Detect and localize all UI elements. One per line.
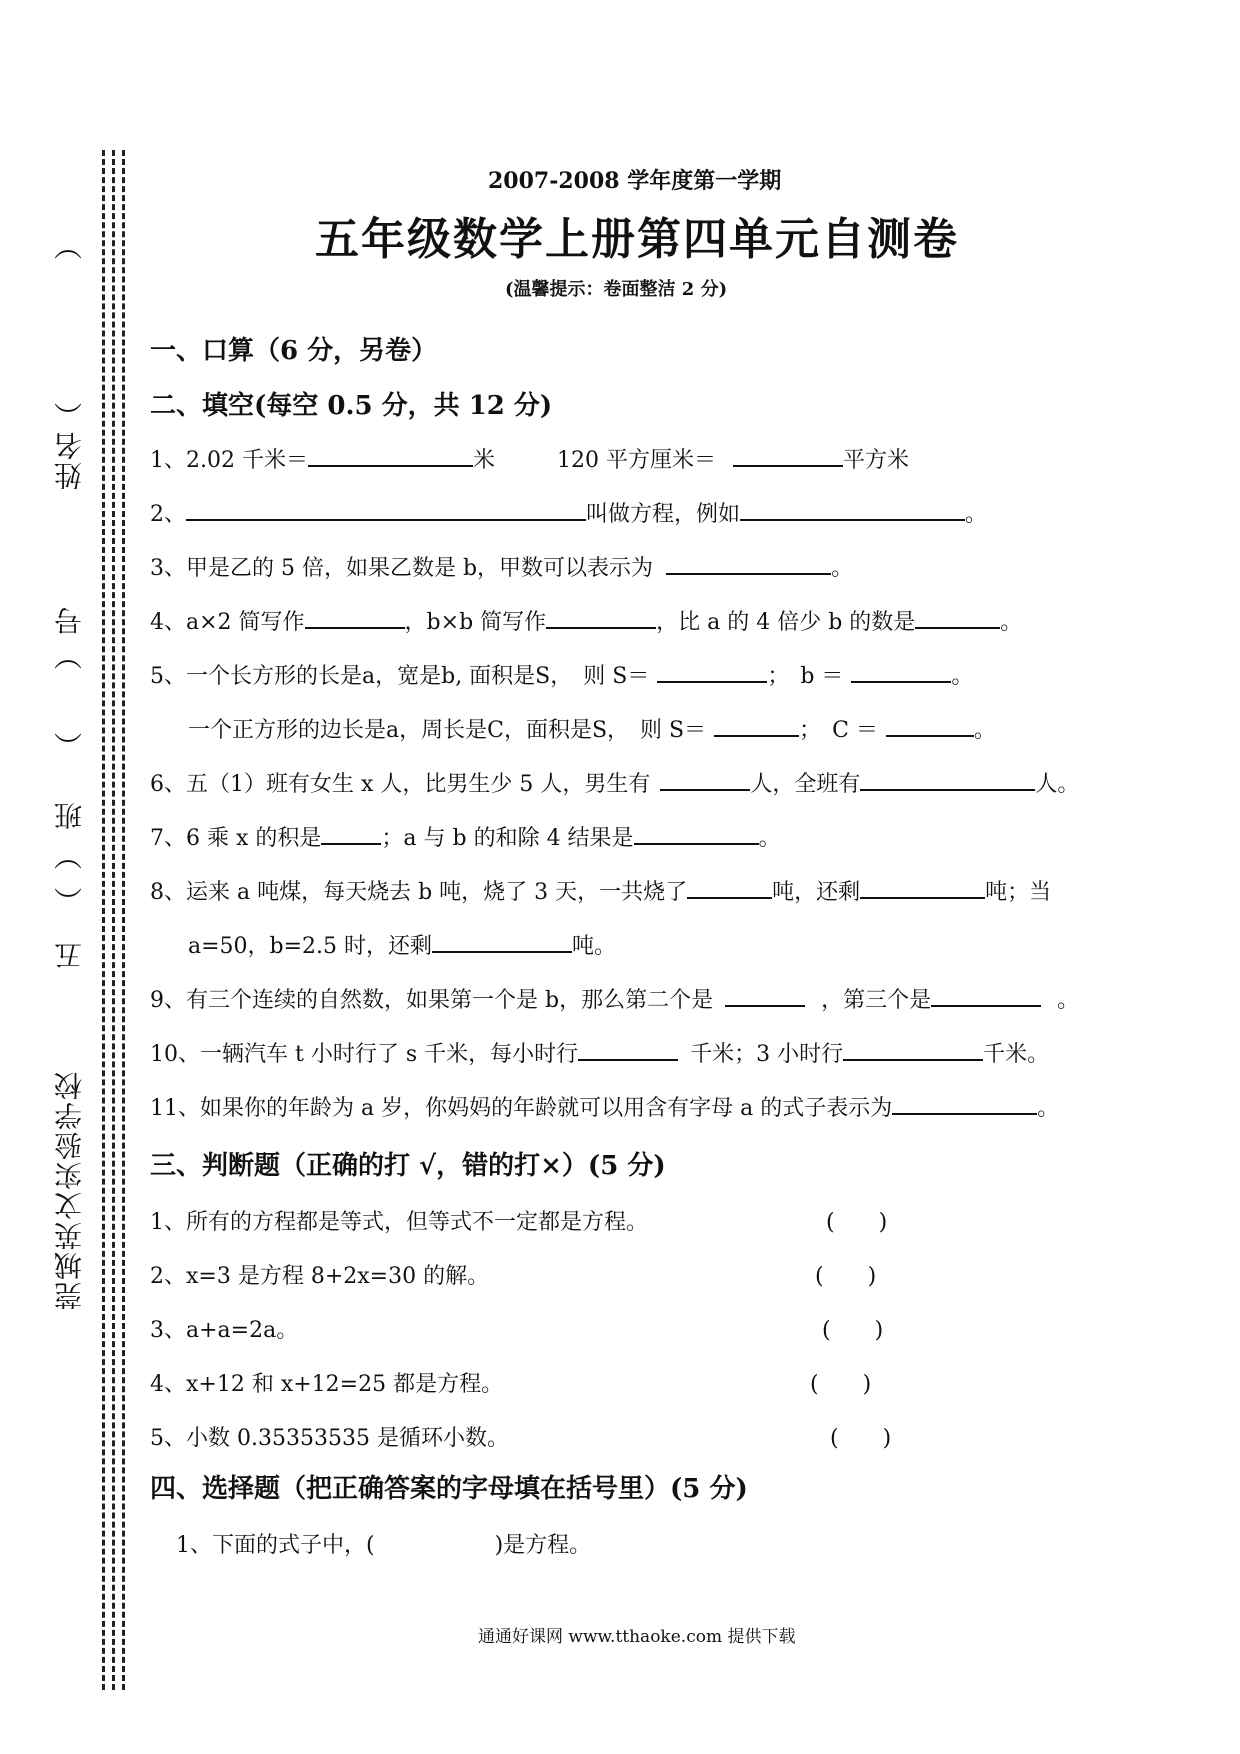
q5-blank-4[interactable] bbox=[886, 713, 974, 737]
margin-grade: 五 bbox=[53, 940, 86, 970]
fill-q1 bbox=[150, 443, 909, 474]
q3-text-b: 。 bbox=[831, 556, 854, 581]
q6-text-b: 人，全班有 bbox=[750, 772, 861, 797]
q9-blank-1[interactable] bbox=[725, 983, 805, 1007]
q9-text-a: 9、有三个连续的自然数，如果第一个是 b，那么第二个是 bbox=[150, 988, 714, 1013]
q8-text-d: a=50，b=2.5 时，还剩 bbox=[188, 934, 433, 959]
q11-text-a: 11、如果你的年龄为 a 岁，你妈妈的年龄就可以用含有字母 a 的式子表示为 bbox=[150, 1096, 893, 1121]
q4-text-a: 4、a×2 简写作 bbox=[150, 610, 305, 635]
q9-text-b: ，第三个是 bbox=[821, 988, 932, 1013]
q7-blank-2[interactable] bbox=[634, 821, 759, 845]
fill-q11 bbox=[150, 1091, 1059, 1122]
q1-blank-2[interactable] bbox=[733, 443, 843, 467]
judge-paren-1[interactable]: ( ) bbox=[826, 1210, 888, 1235]
q6-blank-1[interactable] bbox=[660, 767, 750, 791]
q1-text-d: 平方米 bbox=[843, 448, 910, 473]
q1-blank-1[interactable] bbox=[308, 443, 473, 467]
q2-text-c: 。 bbox=[965, 502, 988, 527]
margin-class-paren-close: ） bbox=[53, 840, 86, 870]
q6-blank-2[interactable] bbox=[860, 767, 1035, 791]
q8-text-a: 8、运来 a 吨煤，每天烧去 b 吨，烧了 3 天，一共烧了 bbox=[150, 880, 688, 905]
q3-text-a: 3、甲是乙的 5 倍，如果乙数是 b，甲数可以表示为 bbox=[150, 556, 654, 581]
q5-text-f: 。 bbox=[973, 718, 996, 743]
q5-text-a: 5、一个长方形的长是a，宽是b, 面积是S， 则 S＝ bbox=[150, 664, 650, 689]
choice-q1-text-b: )是方程。 bbox=[494, 1533, 592, 1558]
judge-item-4: 4、x+12 和 x+12=25 都是方程。 bbox=[150, 1372, 504, 1397]
q8-text-c: 吨；当 bbox=[985, 880, 1052, 905]
section-4-heading: 四、选择题（把正确答案的字母填在括号里）(5 分) bbox=[150, 1474, 748, 1504]
q1-text-b: 米 bbox=[472, 448, 495, 473]
q5-blank-1[interactable] bbox=[657, 659, 767, 683]
q6-text-a: 6、五（1）班有女生 x 人，比男生少 5 人，男生有 bbox=[150, 772, 651, 797]
section-2-heading: 二、填空(每空 0.5 分，共 12 分) bbox=[150, 391, 553, 421]
margin-name-paren-open: （ bbox=[53, 400, 86, 430]
q11-blank-1[interactable] bbox=[892, 1091, 1037, 1115]
judge-item-1: 1、所有的方程都是等式，但等式不一定都是方程。 bbox=[150, 1210, 648, 1235]
q5-text-c: 。 bbox=[951, 664, 974, 689]
q8-blank-1[interactable] bbox=[687, 875, 772, 899]
q4-blank-2[interactable] bbox=[546, 605, 656, 629]
q6-text-c: 人。 bbox=[1035, 772, 1080, 797]
judge-item-5: 5、小数 0.35353535 是循环小数。 bbox=[150, 1426, 509, 1451]
fill-q10 bbox=[150, 1037, 1049, 1068]
tip-text: (温馨提示：卷面整洁 2 分) bbox=[505, 279, 728, 300]
margin-school: 莞城英文实验学校 bbox=[53, 1070, 86, 1310]
q2-text-b: 叫做方程，例如 bbox=[586, 502, 741, 527]
fill-q5-line1 bbox=[150, 659, 973, 690]
fill-q7 bbox=[150, 821, 781, 852]
q8-text-b: 吨，还剩 bbox=[772, 880, 861, 905]
q10-text-b: 千米；3 小时行 bbox=[690, 1042, 844, 1067]
q7-blank-1[interactable] bbox=[321, 821, 381, 845]
q7-text-c: 。 bbox=[758, 826, 781, 851]
q1-text-a: 1、2.02 千米＝ bbox=[150, 448, 308, 473]
margin-dashed-line-3 bbox=[122, 150, 125, 1690]
margin-number-label: 号 bbox=[53, 605, 86, 635]
q1-text-c: 120 平方厘米＝ bbox=[557, 448, 716, 473]
q7-text-a: 7、6 乘 x 的积是 bbox=[150, 826, 322, 851]
q7-text-b: ；a 与 b 的和除 4 结果是 bbox=[381, 826, 634, 851]
page-title: 五年级数学上册第四单元自测卷 bbox=[315, 214, 959, 265]
q5-blank-3[interactable] bbox=[714, 713, 799, 737]
margin-name-label: 姓名 bbox=[53, 430, 86, 490]
judge-item-2: 2、x=3 是方程 8+2x=30 的解。 bbox=[150, 1264, 490, 1289]
fill-q8-line2 bbox=[188, 929, 616, 960]
q9-text-c: 。 bbox=[1057, 988, 1080, 1013]
q8-text-e: 吨。 bbox=[572, 934, 617, 959]
margin-number-paren-open: （ bbox=[53, 730, 86, 760]
q8-blank-3[interactable] bbox=[432, 929, 572, 953]
section-3-heading: 三、判断题（正确的打 √，错的打×）(5 分) bbox=[150, 1151, 666, 1181]
margin-class-paren-open: （ bbox=[53, 885, 86, 915]
q3-blank-1[interactable] bbox=[666, 551, 831, 575]
margin-class-label: 班 bbox=[53, 800, 86, 830]
q10-blank-1[interactable] bbox=[578, 1037, 678, 1061]
margin-name-paren-close: ） bbox=[53, 230, 86, 260]
margin-dashed-line-1 bbox=[102, 150, 105, 1690]
q2-blank-1[interactable] bbox=[186, 497, 586, 521]
judge-item-3: 3、a+a=2a。 bbox=[150, 1318, 299, 1343]
fill-q3 bbox=[150, 551, 853, 582]
fill-q8-line1 bbox=[150, 875, 1051, 906]
q10-text-c: 千米。 bbox=[983, 1042, 1050, 1067]
q4-text-b: ，b×b 简写作 bbox=[404, 610, 547, 635]
judge-paren-2[interactable]: ( ) bbox=[815, 1264, 877, 1289]
term-line: 2007-2008 学年度第一学期 bbox=[488, 168, 782, 194]
q10-text-a: 10、一辆汽车 t 小时行了 s 千米，每小时行 bbox=[150, 1042, 579, 1067]
q5-text-b: ； b ＝ bbox=[767, 664, 844, 689]
q5-blank-2[interactable] bbox=[851, 659, 951, 683]
margin-dashed-line-2 bbox=[112, 150, 115, 1690]
footer-text: 通通好课网 www.tthaoke.com 提供下载 bbox=[478, 1627, 796, 1647]
fill-q4 bbox=[150, 605, 1022, 636]
q5-text-d: 一个正方形的边长是a，周长是C，面积是S， 则 S＝ bbox=[188, 718, 707, 743]
fill-q9 bbox=[150, 983, 1079, 1014]
q4-blank-1[interactable] bbox=[305, 605, 405, 629]
q8-blank-2[interactable] bbox=[860, 875, 985, 899]
q10-blank-2[interactable] bbox=[843, 1037, 983, 1061]
judge-paren-4[interactable]: ( ) bbox=[810, 1372, 872, 1397]
q2-blank-2[interactable] bbox=[740, 497, 965, 521]
fill-q5-line2 bbox=[188, 713, 996, 744]
q4-text-d: 。 bbox=[1000, 610, 1023, 635]
q4-blank-3[interactable] bbox=[915, 605, 1000, 629]
fill-q2 bbox=[150, 497, 987, 528]
choice-q1-text-a: 1、下面的式子中，( bbox=[176, 1533, 375, 1558]
q2-text-a: 2、 bbox=[150, 502, 186, 527]
section-1-heading: 一、口算（6 分，另卷） bbox=[150, 336, 438, 366]
fill-q6 bbox=[150, 767, 1079, 798]
judge-paren-3[interactable]: ( ) bbox=[822, 1318, 884, 1343]
margin-number-paren-close: ） bbox=[53, 640, 86, 670]
q4-text-c: ，比 a 的 4 倍少 b 的数是 bbox=[656, 610, 916, 635]
judge-paren-5[interactable]: ( ) bbox=[830, 1426, 892, 1451]
choice-q1 bbox=[176, 1528, 591, 1559]
q5-text-e: ； C ＝ bbox=[799, 718, 878, 743]
q11-text-b: 。 bbox=[1037, 1096, 1060, 1121]
q9-blank-2[interactable] bbox=[931, 983, 1041, 1007]
